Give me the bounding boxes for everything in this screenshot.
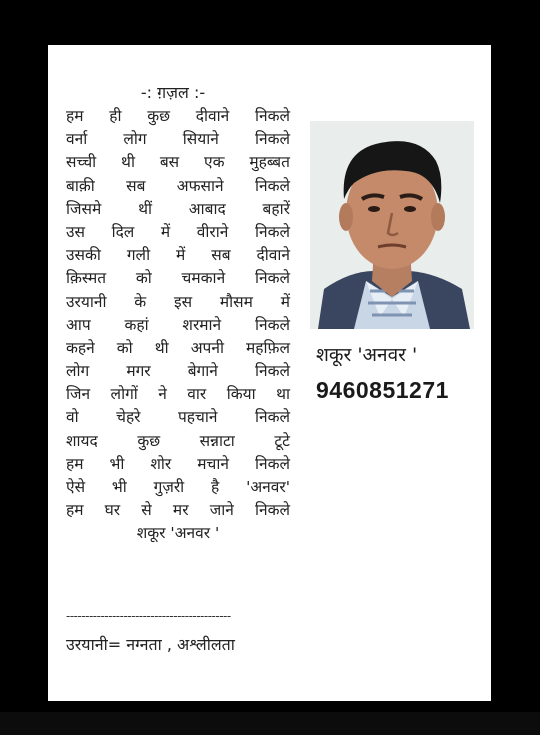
poem-line: वो चेहरे पहचाने निकले (66, 408, 290, 427)
poem-line: उस दिल में वीराने निकले (66, 222, 290, 241)
poem-line: हम भी शोर मचाने निकले (66, 454, 290, 473)
poem-line: सच्ची थी बस एक मुहब्बत (66, 153, 290, 172)
author-name: शकूर 'अनवर ' (316, 344, 418, 366)
poem-line: शायद कुछ सन्नाटा टूटे (66, 431, 290, 450)
poem-line: हम ही कुछ दीवाने निकले (66, 107, 290, 125)
poem-card (48, 45, 491, 701)
poem-line: जिन लोगों ने वार किया था (66, 385, 290, 404)
divider-line: ------------------------------------------- (66, 609, 231, 623)
poem-line: कहने को थी अपनी महफ़िल (66, 338, 290, 357)
author-portrait-image (310, 121, 474, 329)
poem-lines (66, 105, 290, 546)
poem-line: जिसमे थीं आबाद बहारें (66, 199, 290, 218)
poem-line: हम घर से मर जाने निकले (66, 501, 290, 520)
author-phone: 9460851271 (316, 377, 449, 403)
poem-line: लोग मगर बेगाने निकले (66, 362, 290, 381)
poem-line: उसकी गली में सब दीवाने (66, 246, 290, 265)
bottom-bar (0, 712, 540, 735)
poem-signature: शकूर 'अनवर ' (136, 524, 220, 543)
poem-line: आप कहां शरमाने निकले (66, 315, 290, 334)
poem-line: बाक़ी सब अफसाने निकले (66, 176, 290, 195)
poem-line: उरयानी के इस मौसम में (66, 292, 290, 311)
poem-line: वर्ना लोग सियाने निकले (66, 130, 290, 149)
author-photo (310, 121, 474, 329)
glossary-note: उरयानी= नग्नता , अश्लीलता (66, 635, 235, 654)
poem-title: -: ग़ज़ल :- (140, 83, 206, 102)
poem-line: ऐसे भी गुज़री है 'अनवर' (66, 478, 290, 496)
poem-line: क़िस्मत को चमकाने निकले (66, 269, 290, 288)
